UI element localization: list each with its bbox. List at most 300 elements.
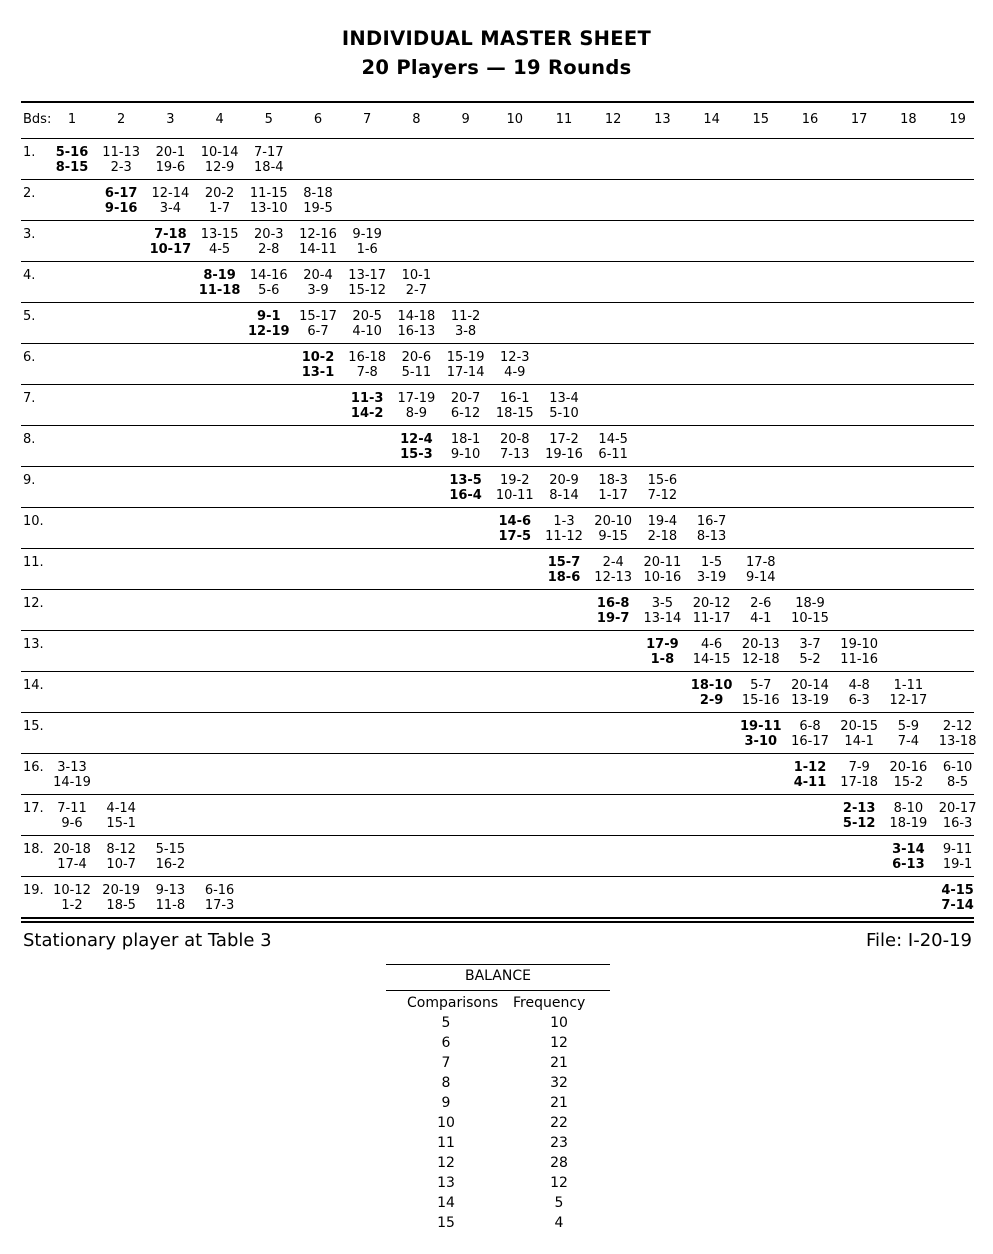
pairing-ew: 19-5: [303, 201, 333, 216]
pairing-ns: 9-11: [942, 842, 973, 857]
pairing-ns: 8-19: [203, 268, 236, 283]
pairing-ew: 3-4: [159, 201, 181, 216]
pairing-ns: 11-3: [350, 391, 384, 406]
balance-top-rule: [386, 964, 610, 965]
round-label: 16.: [23, 760, 44, 775]
pairing-ew: 6-3: [848, 693, 870, 708]
pairing-ns: 17-8: [746, 555, 776, 570]
balance-comparisons-value: 6: [441, 1035, 451, 1051]
pairing-ns: 10-14: [200, 145, 239, 160]
round-label: 14.: [23, 678, 44, 693]
pairing-cell: [632, 473, 692, 503]
pairing-cell: [288, 186, 348, 216]
board-header: 12: [604, 112, 622, 127]
balance-frequency-value: 10: [550, 1015, 568, 1031]
pairing-ns: 20-17: [938, 801, 977, 816]
balance-comparisons-value: 7: [441, 1055, 451, 1071]
pairing-ew: 16-13: [397, 324, 436, 339]
pairing-cell: [140, 842, 200, 872]
pairing-ns: 12-14: [151, 186, 190, 201]
pairing-ns: 6-17: [104, 186, 138, 201]
pairing-ns: 19-11: [740, 719, 782, 734]
pairing-ew: 18-15: [495, 406, 534, 421]
board-header: 11: [555, 112, 573, 127]
pairing-ew: 16-4: [449, 488, 482, 503]
pairing-ew: 11-12: [545, 529, 583, 544]
pairing-ew: 10-11: [495, 488, 534, 503]
pairing-ew: 2-9: [699, 693, 724, 708]
balance-col-frequency: Frequency: [513, 995, 586, 1011]
pairing-ew: 3-19: [696, 570, 727, 585]
pairing-ns: 16-1: [500, 391, 530, 406]
pairing-ns: 6-16: [204, 883, 235, 898]
balance-comparisons-value: 9: [441, 1095, 451, 1111]
round-rule: [21, 917, 974, 919]
pairing-ns: 2-4: [602, 555, 624, 570]
round-rule: [21, 425, 974, 426]
pairing-cell: [928, 842, 988, 872]
pairing-ns: 15-7: [547, 555, 581, 570]
balance-frequency-value: 12: [550, 1175, 568, 1191]
round-label: 8.: [23, 432, 36, 447]
pairing-ns: 12-4: [400, 432, 433, 447]
pairing-ns: 20-10: [594, 514, 633, 529]
page-title: INDIVIDUAL MASTER SHEET: [341, 27, 652, 50]
balance-title: BALANCE: [465, 968, 531, 984]
round-rule: [21, 794, 974, 795]
pairing-ns: 20-15: [840, 719, 879, 734]
pairing-ns: 5-16: [55, 145, 89, 160]
pairing-cell: [928, 801, 988, 831]
pairing-ns: 17-2: [549, 432, 579, 447]
pairing-ew: 12-13: [594, 570, 633, 585]
pairing-ns: 18-9: [795, 596, 825, 611]
pairing-ew: 8-13: [696, 529, 727, 544]
pairing-ns: 20-14: [791, 678, 829, 693]
pairing-ns: 20-19: [102, 883, 141, 898]
pairing-ns: 20-6: [401, 350, 432, 365]
pairing-ns: 20-18: [53, 842, 91, 857]
pairing-ew: 15-1: [106, 816, 136, 831]
pairing-ns: 19-4: [647, 514, 678, 529]
round-label: 3.: [23, 227, 36, 242]
pairing-ew: 8-14: [549, 488, 579, 503]
balance-frequency-value: 28: [550, 1155, 568, 1171]
pairing-ns: 7-17: [254, 145, 284, 160]
pairing-ns: 14-6: [498, 514, 532, 529]
round-label: 5.: [23, 309, 36, 324]
round-rule: [21, 343, 974, 344]
pairing-ns: 7-11: [57, 801, 87, 816]
pairing-ns: 1-12: [793, 760, 827, 775]
pairing-ns: 10-2: [301, 350, 335, 365]
pairing-ew: 9-10: [450, 447, 481, 462]
pairing-ns: 10-1: [401, 268, 432, 283]
pairing-ns: 9-19: [352, 227, 382, 242]
pairing-cell: [583, 432, 643, 462]
pairing-ew: 19-1: [942, 857, 973, 872]
pairing-ew: 1-7: [208, 201, 231, 216]
pairing-ew: 7-4: [897, 734, 919, 749]
balance-frequency-value: 32: [550, 1075, 568, 1091]
round-label: 18.: [23, 842, 44, 857]
pairing-ew: 6-7: [307, 324, 329, 339]
pairing-ew: 11-8: [155, 898, 186, 913]
pairing-ew: 13-14: [643, 611, 682, 626]
pairing-ns: 2-12: [942, 719, 973, 734]
pairing-ns: 15-6: [647, 473, 678, 488]
round-rule: [21, 630, 974, 631]
round-label: 1.: [23, 145, 36, 160]
pairing-ns: 20-5: [352, 309, 382, 324]
pairing-ns: 8-10: [893, 801, 924, 816]
pairing-ew: 2-8: [258, 242, 280, 257]
round-label: 19.: [23, 883, 44, 898]
pairing-ew: 8-9: [405, 406, 427, 421]
pairing-ew: 7-13: [500, 447, 530, 462]
board-header: 8: [412, 112, 421, 127]
round-label: 6.: [23, 350, 36, 365]
pairing-ew: 3-10: [744, 734, 778, 749]
pairing-ns: 20-9: [549, 473, 579, 488]
balance-frequency-value: 21: [550, 1055, 568, 1071]
pairing-ew: 2-7: [405, 283, 427, 298]
pairing-ns: 14-5: [598, 432, 628, 447]
pairing-ns: 16-8: [596, 596, 630, 611]
pairing-ns: 19-2: [500, 473, 530, 488]
stationary-note: Stationary player at Table 3: [23, 930, 272, 951]
pairing-ns: 4-6: [700, 637, 723, 652]
board-header: 14: [703, 112, 720, 127]
pairing-cell: [534, 391, 594, 421]
pairing-ew: 5-6: [258, 283, 280, 298]
board-header: 1: [67, 112, 77, 127]
pairing-ew: 15-3: [400, 447, 433, 462]
pairing-ns: 1-5: [700, 555, 723, 570]
board-header: 5: [264, 112, 273, 127]
pairing-ns: 13-17: [348, 268, 387, 283]
balance-comparisons-value: 11: [437, 1135, 455, 1151]
pairing-ew: 13-18: [938, 734, 977, 749]
pairing-ew: 6-11: [598, 447, 628, 462]
pairing-ns: 20-4: [303, 268, 333, 283]
pairing-ew: 1-2: [61, 898, 83, 913]
pairing-ns: 7-18: [154, 227, 187, 242]
file-label: File: I-20-19: [865, 930, 972, 951]
pairing-ew: 5-2: [799, 652, 821, 667]
pairing-ew: 10-7: [106, 857, 136, 872]
pairing-ew: 8-5: [946, 775, 969, 790]
pairing-ns: 17-19: [397, 391, 436, 406]
round-label: 7.: [23, 391, 36, 406]
pairing-ew: 7-8: [356, 365, 378, 380]
pairing-ew: 16-2: [155, 857, 186, 872]
pairing-ns: 8-12: [106, 842, 136, 857]
board-header: 13: [654, 112, 671, 127]
round-rule: [21, 671, 974, 672]
pairing-ew: 4-9: [504, 365, 526, 380]
round-label: 2.: [23, 186, 36, 201]
pairing-ew: 3-9: [307, 283, 329, 298]
pairing-ns: 4-8: [848, 678, 870, 693]
pairing-cell: [780, 596, 840, 626]
pairing-ns: 9-13: [155, 883, 186, 898]
board-header: 15: [752, 112, 770, 127]
pairing-cell: [91, 801, 151, 831]
pairing-ew: 14-19: [53, 775, 91, 790]
pairing-ns: 18-10: [690, 678, 733, 693]
pairing-ew: 12-19: [248, 324, 290, 339]
pairing-ns: 11-15: [249, 186, 288, 201]
pairing-ew: 14-1: [844, 734, 874, 749]
pairing-ns: 5-15: [155, 842, 186, 857]
round-label: 4.: [23, 268, 36, 283]
balance-comparisons-value: 5: [441, 1015, 451, 1031]
pairing-ew: 19-16: [545, 447, 583, 462]
round-rule: [21, 220, 974, 221]
pairing-ew: 9-15: [598, 529, 628, 544]
pairing-ns: 15-17: [299, 309, 337, 324]
round-rule: [21, 589, 974, 590]
pairing-ns: 16-18: [348, 350, 387, 365]
balance-frequency-value: 22: [550, 1115, 568, 1131]
balance-comparisons-value: 10: [437, 1115, 455, 1131]
pairing-ew: 14-11: [299, 242, 337, 257]
pairing-ns: 14-16: [249, 268, 288, 283]
pairing-ew: 1-17: [598, 488, 628, 503]
pairing-ew: 12-9: [204, 160, 235, 175]
pairing-ew: 1-6: [356, 242, 378, 257]
balance-comparisons-value: 15: [437, 1215, 455, 1231]
pairing-ew: 11-18: [198, 283, 241, 298]
pairing-ew: 19-7: [596, 611, 630, 626]
pairing-ew: 5-12: [842, 816, 876, 831]
pairing-ew: 6-13: [892, 857, 925, 872]
board-header: 6: [313, 112, 323, 127]
round-rule: [21, 753, 974, 754]
board-header: 17: [850, 112, 868, 127]
pairing-ns: 6-10: [942, 760, 973, 775]
pairing-ns: 11-13: [102, 145, 141, 160]
pairing-ew: 13-1: [301, 365, 335, 380]
pairing-ew: 15-2: [893, 775, 924, 790]
balance-frequency-value: 5: [554, 1195, 564, 1211]
round-rule: [21, 548, 974, 549]
pairing-ew: 11-16: [840, 652, 879, 667]
round-label: 11.: [23, 555, 44, 570]
board-header: 3: [166, 112, 175, 127]
pairing-ns: 20-2: [204, 186, 235, 201]
pairing-ew: 10-17: [149, 242, 192, 257]
pairing-ew: 4-5: [208, 242, 231, 257]
round-label: 15.: [23, 719, 44, 734]
pairing-ew: 4-11: [793, 775, 827, 790]
board-header: 7: [363, 112, 372, 127]
pairing-ns: 20-12: [692, 596, 731, 611]
pairing-ew: 4-1: [750, 611, 772, 626]
pairing-ns: 12-16: [299, 227, 337, 242]
pairing-ew: 8-15: [55, 160, 89, 175]
pairing-ew: 5-10: [549, 406, 579, 421]
pairing-ew: 3-8: [454, 324, 477, 339]
pairing-ns: 2-6: [750, 596, 772, 611]
balance-comparisons-value: 13: [437, 1175, 455, 1191]
pairing-ns: 20-7: [450, 391, 481, 406]
pairing-ns: 5-9: [897, 719, 919, 734]
pairing-ns: 18-1: [450, 432, 481, 447]
round-rule: [21, 466, 974, 467]
pairing-ew: 18-6: [547, 570, 581, 585]
pairing-ns: 6-8: [799, 719, 821, 734]
pairing-ns: 20-3: [254, 227, 284, 242]
pairing-ew: 9-14: [746, 570, 776, 585]
pairing-cell: [829, 637, 889, 667]
pairing-cell: [337, 227, 397, 257]
balance-frequency-value: 21: [550, 1095, 568, 1111]
balance-comparisons-value: 14: [437, 1195, 455, 1211]
pairing-ns: 13-15: [200, 227, 239, 242]
round-rule: [21, 261, 974, 262]
pairing-ew: 2-18: [647, 529, 678, 544]
pairing-ns: 19-10: [840, 637, 879, 652]
pairing-ns: 20-1: [155, 145, 186, 160]
pairing-ns: 20-13: [741, 637, 780, 652]
balance-frequency-value: 4: [554, 1215, 564, 1231]
balance-frequency-value: 23: [550, 1135, 568, 1151]
round-rule: [21, 876, 974, 877]
pairing-ns: 16-7: [696, 514, 727, 529]
pairing-ns: 9-1: [257, 309, 281, 324]
page-subtitle: 20 Players — 19 Rounds: [361, 56, 632, 79]
pairing-cell: [731, 555, 791, 585]
pairing-ns: 8-18: [303, 186, 333, 201]
pairing-cell: [928, 883, 988, 913]
boards-label: Bds:: [23, 112, 52, 127]
pairing-ew: 1-8: [650, 652, 675, 667]
board-header: 2: [117, 112, 126, 127]
pairing-cell: [190, 883, 250, 913]
pairing-ns: 13-4: [549, 391, 579, 406]
pairing-ew: 7-14: [941, 898, 974, 913]
round-rule: [21, 712, 974, 713]
round-label: 17.: [23, 801, 44, 816]
pairing-ew: 17-3: [204, 898, 235, 913]
balance-col-comparisons: Comparisons: [407, 995, 499, 1011]
pairing-cell: [239, 145, 299, 175]
pairing-ns: 3-7: [799, 637, 821, 652]
round-rule: [21, 835, 974, 836]
pairing-ew: 18-4: [254, 160, 284, 175]
pairing-cell: [928, 760, 988, 790]
pairing-cell: [485, 350, 545, 380]
pairing-ns: 7-9: [848, 760, 870, 775]
pairing-ns: 20-8: [500, 432, 530, 447]
board-header: 9: [461, 112, 470, 127]
pairing-ew: 18-5: [106, 898, 136, 913]
pairing-ew: 15-16: [741, 693, 780, 708]
pairing-ew: 17-5: [498, 529, 532, 544]
pairing-ew: 12-17: [889, 693, 928, 708]
pairing-ns: 1-11: [893, 678, 924, 693]
pairing-ns: 14-18: [397, 309, 436, 324]
pairing-ew: 12-18: [741, 652, 780, 667]
board-header: 4: [215, 112, 224, 127]
board-header: 16: [801, 112, 819, 127]
pairing-cell: [928, 719, 988, 749]
round-label: 13.: [23, 637, 44, 652]
board-header: 18: [900, 112, 917, 127]
pairing-ew: 13-10: [249, 201, 288, 216]
pairing-ew: 14-15: [692, 652, 731, 667]
pairing-ns: 4-14: [106, 801, 136, 816]
pairing-ns: 20-16: [889, 760, 928, 775]
pairing-ew: 17-14: [446, 365, 485, 380]
balance-comparisons-value: 8: [441, 1075, 451, 1091]
pairing-ew: 10-15: [791, 611, 829, 626]
round-label: 12.: [23, 596, 44, 611]
round-label: 9.: [23, 473, 36, 488]
pairing-ns: 2-13: [842, 801, 876, 816]
pairing-ew: 16-3: [942, 816, 973, 831]
round-rule: [21, 507, 974, 508]
pairing-ns: 13-5: [449, 473, 482, 488]
pairing-ew: 19-6: [155, 160, 186, 175]
pairing-ew: 16-17: [791, 734, 829, 749]
pairing-ns: 3-14: [892, 842, 925, 857]
pairing-ew: 17-4: [57, 857, 87, 872]
pairing-ew: 2-3: [110, 160, 132, 175]
pairing-ns: 12-3: [500, 350, 530, 365]
pairing-ns: 1-3: [553, 514, 575, 529]
balance-frequency-value: 12: [550, 1035, 568, 1051]
pairing-ns: 15-19: [446, 350, 485, 365]
pairing-ns: 3-13: [57, 760, 87, 775]
balance-comparisons-value: 12: [437, 1155, 455, 1171]
pairing-ns: 3-5: [651, 596, 673, 611]
pairing-ew: 13-19: [791, 693, 829, 708]
pairing-ns: 11-2: [450, 309, 481, 324]
pairing-cell: [878, 678, 938, 708]
pairing-ew: 18-19: [889, 816, 928, 831]
round-rule: [21, 302, 974, 303]
pairing-cell: [42, 760, 102, 790]
board-header: 19: [949, 112, 966, 127]
pairing-cell: [386, 268, 446, 298]
pairing-ns: 20-11: [643, 555, 682, 570]
balance-header-rule: [386, 990, 610, 991]
pairing-ew: 14-2: [350, 406, 384, 421]
round-rule: [21, 179, 974, 180]
pairing-ew: 4-10: [352, 324, 382, 339]
pairing-ns: 5-7: [750, 678, 772, 693]
pairing-ew: 10-16: [643, 570, 682, 585]
pairing-ns: 4-15: [941, 883, 974, 898]
pairing-cell: [436, 309, 496, 339]
pairing-ew: 9-16: [104, 201, 138, 216]
bottom-rule: [21, 921, 974, 923]
pairing-ns: 17-9: [646, 637, 679, 652]
header-rule: [21, 138, 974, 139]
pairing-ew: 7-12: [647, 488, 678, 503]
pairing-cell: [682, 514, 742, 544]
pairing-ew: 17-18: [840, 775, 879, 790]
pairing-ew: 15-12: [348, 283, 387, 298]
pairing-ns: 18-3: [598, 473, 628, 488]
pairing-ew: 9-6: [61, 816, 83, 831]
board-header: 10: [506, 112, 524, 127]
pairing-ns: 10-12: [53, 883, 91, 898]
pairing-ew: 11-17: [692, 611, 731, 626]
